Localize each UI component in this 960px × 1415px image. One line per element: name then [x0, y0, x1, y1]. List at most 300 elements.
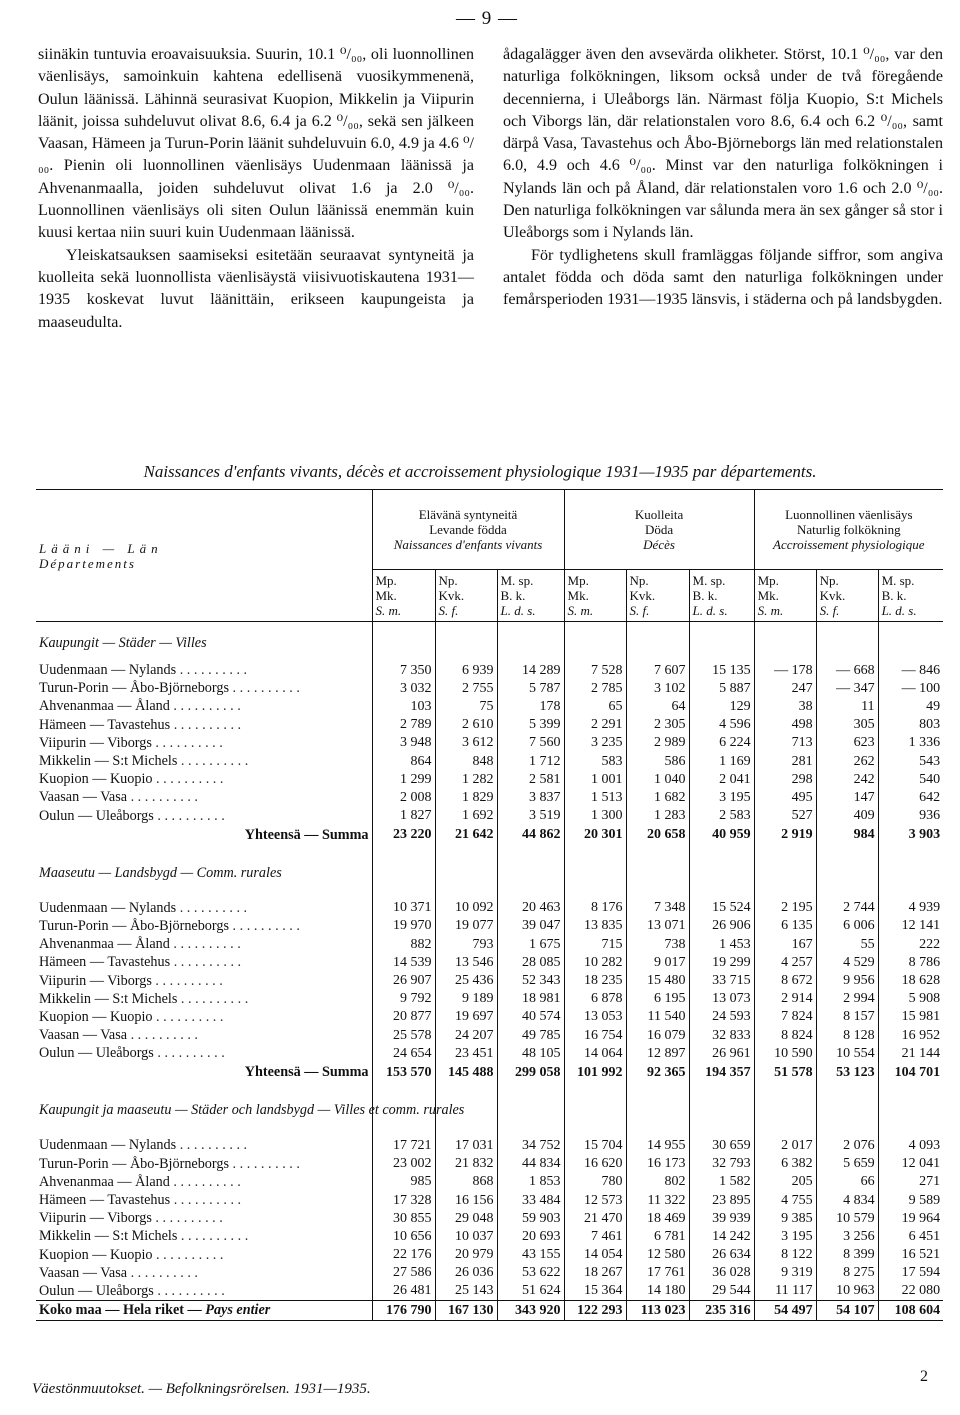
value-cell: 13 073 [689, 990, 754, 1008]
value-cell: 3 256 [816, 1228, 878, 1246]
value-cell [754, 855, 816, 891]
value-cell: 21 470 [564, 1210, 626, 1228]
value-cell: 9 589 [878, 1191, 943, 1209]
value-cell: 16 754 [564, 1027, 626, 1045]
dept-label-fi: Vaasan [39, 789, 80, 806]
dept-label-fi: Vaasan [39, 1264, 80, 1281]
value-cell: 92 365 [626, 1063, 689, 1083]
value-cell: 1 675 [497, 936, 564, 954]
dept-label-sv: Kuopio [109, 771, 153, 788]
value-cell: 3 612 [435, 734, 497, 752]
value-cell: — 347 [816, 680, 878, 698]
value-cell [754, 622, 816, 634]
value-cell: 22 080 [878, 1282, 943, 1300]
value-cell [626, 1083, 689, 1093]
value-cell: 14 054 [564, 1246, 626, 1264]
value-cell [626, 654, 689, 662]
value-cell [435, 855, 497, 891]
dept-label-sv: Kuopio [109, 1008, 153, 1025]
table-row [36, 845, 943, 855]
value-cell: 1 300 [564, 807, 626, 825]
value-cell: 305 [816, 716, 878, 734]
table-row: Vaasan — Vasa . . . . . . . . . . 2 008 1 829 3 837 1 513 1 682 3 195 495 147 642 [36, 789, 943, 807]
value-cell: 642 [878, 789, 943, 807]
value-cell [816, 634, 878, 654]
value-cell: 32 793 [689, 1155, 754, 1173]
value-cell: 8 672 [754, 972, 816, 990]
value-cell: 5 787 [497, 680, 564, 698]
finnish-paragraph-2: Yleiskatsauksen saamiseksi esitetään seuraavat syntyneitä ja kuolleita sekä luonnollista väenlisäystä viisivuotiskautena 1931—1935 koskevat luvut läänittäin, erikseen kaupungeista ja maaseudulta. [38, 246, 474, 331]
value-cell: 540 [878, 771, 943, 789]
value-cell: 3 837 [497, 789, 564, 807]
dept-label-sv: Vasa [100, 789, 128, 806]
value-cell [564, 1093, 626, 1129]
value-cell: 7 824 [754, 1008, 816, 1026]
value-cell: 848 [435, 752, 497, 770]
subheader-cell: Np. Kvk. S. f. [435, 570, 497, 622]
value-cell: 1 513 [564, 789, 626, 807]
value-cell: 19 970 [372, 917, 435, 935]
value-cell: 30 855 [372, 1210, 435, 1228]
value-cell: 1 692 [435, 807, 497, 825]
value-cell: 18 628 [878, 972, 943, 990]
value-cell: 11 117 [754, 1282, 816, 1300]
value-cell: 10 656 [372, 1228, 435, 1246]
value-cell: 11 322 [626, 1191, 689, 1209]
dept-label-fi: Turun-Porin [39, 917, 109, 934]
value-cell: 343 920 [497, 1301, 564, 1321]
value-cell: 868 [435, 1173, 497, 1191]
value-cell [816, 1129, 878, 1137]
value-cell: 8 122 [754, 1246, 816, 1264]
value-cell [626, 622, 689, 634]
dept-label-fi: Uudenmaan [39, 662, 108, 679]
value-cell [689, 1083, 754, 1093]
subheader-cell: Np. Kvk. S. f. [816, 570, 878, 622]
value-cell: 1 282 [435, 771, 497, 789]
value-cell: 20 877 [372, 1008, 435, 1026]
value-cell [754, 1083, 816, 1093]
dept-label-sv: Tavastehus [107, 716, 171, 733]
table-row: Hämeen — Tavastehus . . . . . . . . . . 14 539 13 546 28 085 10 282 9 017 19 299 4 257 4 529 8 786 [36, 954, 943, 972]
value-cell: 29 048 [435, 1210, 497, 1228]
value-cell: 495 [754, 789, 816, 807]
value-cell: 17 031 [435, 1137, 497, 1155]
value-cell: 780 [564, 1173, 626, 1191]
value-cell [435, 891, 497, 899]
value-cell [816, 891, 878, 899]
value-cell: 9 385 [754, 1210, 816, 1228]
value-cell [372, 845, 435, 855]
table-row: Uudenmaan — Nylands . . . . . . . . . . 7 350 6 939 14 289 7 528 7 607 15 135 — 178 — 668 — 846 [36, 662, 943, 680]
dept-label-sv: S:t Michels [112, 753, 178, 770]
value-cell: 65 [564, 698, 626, 716]
value-cell: 52 343 [497, 972, 564, 990]
value-cell [372, 1129, 435, 1137]
births-header: Elävänä syntyneitä Levande födda Naissances d'enfants vivants [372, 490, 564, 570]
value-cell: 12 580 [626, 1246, 689, 1264]
dept-label-fi: Kuopion [39, 771, 89, 788]
value-cell [878, 634, 943, 654]
dept-label-fi: Ahvenanmaa [39, 936, 114, 953]
value-cell: 715 [564, 936, 626, 954]
value-cell: 4 093 [878, 1137, 943, 1155]
value-cell: 10 963 [816, 1282, 878, 1300]
dept-label-sv: Åland [135, 698, 170, 715]
value-cell: 6 006 [816, 917, 878, 935]
value-cell: 2 914 [754, 990, 816, 1008]
dept-label-fi: Vaasan [39, 1027, 80, 1044]
table-row: Vaasan — Vasa . . . . . . . . . . 25 578 24 207 49 785 16 754 16 079 32 833 8 824 8 128 16 952 [36, 1027, 943, 1045]
value-cell: 20 301 [564, 825, 626, 845]
value-cell: 49 785 [497, 1027, 564, 1045]
dept-label-fi: Uudenmaan [39, 899, 108, 916]
dept-label-sv: Uleåborgs [95, 807, 154, 824]
table-row: Ahvenanmaa — Åland . . . . . . . . . . 985 868 1 853 780 802 1 582 205 66 271 [36, 1173, 943, 1191]
value-cell: 167 130 [435, 1301, 497, 1321]
value-cell [497, 622, 564, 634]
value-cell: 1 829 [435, 789, 497, 807]
table-row [36, 1063, 943, 1083]
value-cell: 1 682 [626, 789, 689, 807]
value-cell: 10 282 [564, 954, 626, 972]
value-cell [878, 845, 943, 855]
value-cell [372, 891, 435, 899]
dept-label-sv: Uleåborgs [95, 1045, 154, 1062]
value-cell: 12 897 [626, 1045, 689, 1063]
value-cell: 54 107 [816, 1301, 878, 1321]
value-cell: 178 [497, 698, 564, 716]
dept-label-sv: Åbo-Björneborgs [129, 680, 229, 697]
value-cell: 4 257 [754, 954, 816, 972]
value-cell: 4 939 [878, 899, 943, 917]
value-cell [816, 1093, 878, 1129]
value-cell: 2 017 [754, 1137, 816, 1155]
value-cell: 66 [816, 1173, 878, 1191]
value-cell [372, 1083, 435, 1093]
finnish-text-column [38, 44, 474, 334]
value-cell: 176 790 [372, 1301, 435, 1321]
subheader-cell: Mp. Mk. S. m. [754, 570, 816, 622]
value-cell: 262 [816, 752, 878, 770]
value-cell: 16 952 [878, 1027, 943, 1045]
value-cell: 17 721 [372, 1137, 435, 1155]
value-cell: 39 939 [689, 1210, 754, 1228]
value-cell: 713 [754, 734, 816, 752]
table-row: Mikkelin — S:t Michels . . . . . . . . . . 10 656 10 037 20 693 7 461 6 781 14 242 3 195 3 256 6 451 [36, 1228, 943, 1246]
value-cell [878, 1083, 943, 1093]
dept-label-fi: Turun-Porin [39, 680, 109, 697]
value-cell: 4 596 [689, 716, 754, 734]
value-cell: 1 001 [564, 771, 626, 789]
value-cell: 113 023 [626, 1301, 689, 1321]
dept-label-fi: Mikkelin [39, 753, 92, 770]
subheader-cell: M. sp. B. k. L. d. s. [497, 570, 564, 622]
value-cell: 15 364 [564, 1282, 626, 1300]
value-cell: 936 [878, 807, 943, 825]
value-cell: 3 195 [689, 789, 754, 807]
value-cell: 1 040 [626, 771, 689, 789]
swedish-text-column [503, 44, 943, 312]
value-cell [626, 634, 689, 654]
value-cell: 24 654 [372, 1045, 435, 1063]
value-cell: 6 781 [626, 1228, 689, 1246]
value-cell: 1 453 [689, 936, 754, 954]
value-cell: 6 195 [626, 990, 689, 1008]
value-cell: 23 895 [689, 1191, 754, 1209]
dept-label-sv: Viborgs [107, 972, 152, 989]
value-cell: 242 [816, 771, 878, 789]
value-cell: 6 939 [435, 662, 497, 680]
value-cell [497, 845, 564, 855]
table-row: Kuopion — Kuopio . . . . . . . . . . 22 176 20 979 43 155 14 054 12 580 26 634 8 122 8 399 16 521 [36, 1246, 943, 1264]
value-cell: 15 524 [689, 899, 754, 917]
value-cell: 167 [754, 936, 816, 954]
value-cell: 19 964 [878, 1210, 943, 1228]
value-cell: 18 469 [626, 1210, 689, 1228]
value-cell [564, 1129, 626, 1137]
value-cell: 3 235 [564, 734, 626, 752]
dept-label-fi: Oulun [39, 807, 75, 824]
dept-label-fi: Kuopion [39, 1008, 89, 1025]
value-cell: 48 105 [497, 1045, 564, 1063]
value-cell: 205 [754, 1173, 816, 1191]
value-cell: 271 [878, 1173, 943, 1191]
value-cell: 26 036 [435, 1264, 497, 1282]
value-cell [816, 845, 878, 855]
grand-total-label: Koko maa — Hela riket — [39, 1302, 202, 1319]
table-row: Koko maa — Hela riket — Pays entier 176 790 167 130 343 920 122 293 113 023 235 316 54 497 54 107 108 604 [36, 1301, 943, 1321]
value-cell [689, 1093, 754, 1129]
dept-label-fi: Mikkelin [39, 1228, 92, 1245]
dept-label-sv: Nylands [128, 662, 177, 679]
value-cell [497, 654, 564, 662]
value-cell: 21 642 [435, 825, 497, 845]
value-cell [754, 891, 816, 899]
value-cell [754, 1129, 816, 1137]
value-cell: 21 832 [435, 1155, 497, 1173]
dept-label-sv: Uleåborgs [95, 1282, 154, 1299]
value-cell [689, 622, 754, 634]
value-cell: 2 744 [816, 899, 878, 917]
dept-label-fi: Turun-Porin [39, 1155, 109, 1172]
value-cell: 8 786 [878, 954, 943, 972]
value-cell: 20 693 [497, 1228, 564, 1246]
value-cell: 26 961 [689, 1045, 754, 1063]
value-cell: 11 540 [626, 1008, 689, 1026]
dept-label-sv: Åbo-Björneborgs [129, 917, 229, 934]
value-cell [878, 855, 943, 891]
table-row: Kuopion — Kuopio . . . . . . . . . . 20 877 19 697 40 574 13 053 11 540 24 593 7 824 8 157 15 981 [36, 1008, 943, 1026]
value-cell: 64 [626, 698, 689, 716]
value-cell: 623 [816, 734, 878, 752]
value-cell [564, 622, 626, 634]
table-row: Viipurin — Viborgs . . . . . . . . . . 30 855 29 048 59 903 21 470 18 469 39 939 9 385 10 579 19 964 [36, 1210, 943, 1228]
deaths-header: Kuolleita Döda Décès [564, 490, 754, 570]
table-row: Ahvenanmaa — Åland . . . . . . . . . . 103 75 178 65 64 129 38 11 49 [36, 698, 943, 716]
subheader-cell: Mp. Mk. S. m. [564, 570, 626, 622]
value-cell: 25 436 [435, 972, 497, 990]
dept-label-fi: Viipurin [39, 734, 87, 751]
table-row: Turun-Porin — Åbo-Björneborgs . . . . . . . . . . 3 032 2 755 5 787 2 785 3 102 5 887 247 — 347 — 100 [36, 680, 943, 698]
value-cell: 43 155 [497, 1246, 564, 1264]
value-cell: 14 955 [626, 1137, 689, 1155]
value-cell: 25 143 [435, 1282, 497, 1300]
value-cell: 153 570 [372, 1063, 435, 1083]
table-row: Ahvenanmaa — Åland . . . . . . . . . . 882 793 1 675 715 738 1 453 167 55 222 [36, 936, 943, 954]
dept-label-sv: Tavastehus [107, 1192, 171, 1209]
table-row [36, 1093, 943, 1129]
table-row [36, 1129, 943, 1137]
value-cell: 7 560 [497, 734, 564, 752]
value-cell: — 668 [816, 662, 878, 680]
value-cell: 1 582 [689, 1173, 754, 1191]
value-cell [878, 1093, 943, 1129]
value-cell: 23 002 [372, 1155, 435, 1173]
value-cell: 2 291 [564, 716, 626, 734]
value-cell [435, 654, 497, 662]
value-cell [878, 1129, 943, 1137]
value-cell: 10 554 [816, 1045, 878, 1063]
value-cell [878, 654, 943, 662]
value-cell: 39 047 [497, 917, 564, 935]
value-cell: 16 156 [435, 1191, 497, 1209]
value-cell: 15 704 [564, 1137, 626, 1155]
value-cell: 40 959 [689, 825, 754, 845]
value-cell: 5 887 [689, 680, 754, 698]
value-cell: 3 032 [372, 680, 435, 698]
dept-label-sv: Tavastehus [107, 954, 171, 971]
value-cell: 53 123 [816, 1063, 878, 1083]
value-cell [497, 634, 564, 654]
value-cell [435, 634, 497, 654]
value-cell: 194 357 [689, 1063, 754, 1083]
subheader-cell: Mp. Mk. S. m. [372, 570, 435, 622]
dept-label-fi: Hämeen [39, 1192, 87, 1209]
value-cell: 14 180 [626, 1282, 689, 1300]
value-cell: 3 903 [878, 825, 943, 845]
dept-label-fi: Hämeen [39, 954, 87, 971]
value-cell: 28 085 [497, 954, 564, 972]
value-cell [564, 891, 626, 899]
value-cell [689, 1129, 754, 1137]
value-cell: 18 235 [564, 972, 626, 990]
value-cell: 2 919 [754, 825, 816, 845]
value-cell [497, 855, 564, 891]
value-cell [564, 634, 626, 654]
table-row [36, 634, 943, 654]
value-cell: 586 [626, 752, 689, 770]
dept-label-sv: S:t Michels [112, 990, 178, 1007]
value-cell [626, 855, 689, 891]
value-cell: 882 [372, 936, 435, 954]
value-cell: 15 480 [626, 972, 689, 990]
value-cell: 13 071 [626, 917, 689, 935]
value-cell: 2 041 [689, 771, 754, 789]
value-cell [497, 1093, 564, 1129]
value-cell: 10 037 [435, 1228, 497, 1246]
dept-label-sv: Vasa [100, 1264, 128, 1281]
value-cell: 19 299 [689, 954, 754, 972]
table-row [36, 891, 943, 899]
value-cell: 6 135 [754, 917, 816, 935]
value-cell: 6 878 [564, 990, 626, 1008]
value-cell: 793 [435, 936, 497, 954]
value-cell: 8 399 [816, 1246, 878, 1264]
value-cell [626, 845, 689, 855]
value-cell: 9 189 [435, 990, 497, 1008]
value-cell: 24 593 [689, 1008, 754, 1026]
value-cell: 11 [816, 698, 878, 716]
value-cell [816, 1083, 878, 1093]
value-cell: 12 141 [878, 917, 943, 935]
dept-label-fi: Oulun [39, 1045, 75, 1062]
value-cell: 18 981 [497, 990, 564, 1008]
footer-page-number: 2 [920, 1368, 928, 1385]
value-cell: 864 [372, 752, 435, 770]
value-cell: 543 [878, 752, 943, 770]
dept-label-sv: Viborgs [107, 1210, 152, 1227]
value-cell: 54 497 [754, 1301, 816, 1321]
value-cell: 6 451 [878, 1228, 943, 1246]
value-cell: 20 979 [435, 1246, 497, 1264]
table-row: Turun-Porin — Åbo-Björneborgs . . . . . . . . . . 19 970 19 077 39 047 13 835 13 071 26 906 6 135 6 006 12 141 [36, 917, 943, 935]
value-cell: 7 350 [372, 662, 435, 680]
value-cell [497, 1129, 564, 1137]
value-cell: 299 058 [497, 1063, 564, 1083]
swedish-paragraph-2: För tydlighetens skull framläggas följande siffror, som angiva antalet födda och döda samt den naturliga folkökningen under femårsperioden 1931—1935 länsvis, i städerna och på landsbygden. [503, 246, 943, 309]
value-cell: 40 574 [497, 1008, 564, 1026]
value-cell: 9 017 [626, 954, 689, 972]
value-cell: 498 [754, 716, 816, 734]
value-cell: 122 293 [564, 1301, 626, 1321]
value-cell [689, 634, 754, 654]
value-cell: — 178 [754, 662, 816, 680]
value-cell: 30 659 [689, 1137, 754, 1155]
dept-label-fi: Mikkelin [39, 990, 92, 1007]
dept-label-sv: Åbo-Björneborgs [129, 1155, 229, 1172]
value-cell: 3 195 [754, 1228, 816, 1246]
value-cell: 1 827 [372, 807, 435, 825]
value-cell: 14 064 [564, 1045, 626, 1063]
dept-label-sv: S:t Michels [112, 1228, 178, 1245]
value-cell: 583 [564, 752, 626, 770]
value-cell [754, 654, 816, 662]
value-cell [689, 855, 754, 891]
value-cell: 3 102 [626, 680, 689, 698]
value-cell: 15 981 [878, 1008, 943, 1026]
table-row: Turun-Porin — Åbo-Björneborgs . . . . . . . . . . 23 002 21 832 44 834 16 620 16 173 32 793 6 382 5 659 12 041 [36, 1155, 943, 1173]
value-cell: 9 792 [372, 990, 435, 1008]
value-cell: 1 853 [497, 1173, 564, 1191]
value-cell [754, 1093, 816, 1129]
value-cell: — 846 [878, 662, 943, 680]
table-row: Hämeen — Tavastehus . . . . . . . . . . 2 789 2 610 5 399 2 291 2 305 4 596 498 305 803 [36, 716, 943, 734]
value-cell: 19 697 [435, 1008, 497, 1026]
value-cell: 10 579 [816, 1210, 878, 1228]
value-cell [754, 845, 816, 855]
value-cell [689, 891, 754, 899]
page-number: — 9 — [456, 8, 518, 29]
increase-header: Luonnollinen väenlisäys Naturlig folkökning Accroissement physiologique [754, 490, 943, 570]
value-cell: 44 834 [497, 1155, 564, 1173]
value-cell: 235 316 [689, 1301, 754, 1321]
table-row [36, 855, 943, 891]
value-cell: 147 [816, 789, 878, 807]
value-cell: 738 [626, 936, 689, 954]
value-cell: 2 076 [816, 1137, 878, 1155]
value-cell [497, 1083, 564, 1093]
